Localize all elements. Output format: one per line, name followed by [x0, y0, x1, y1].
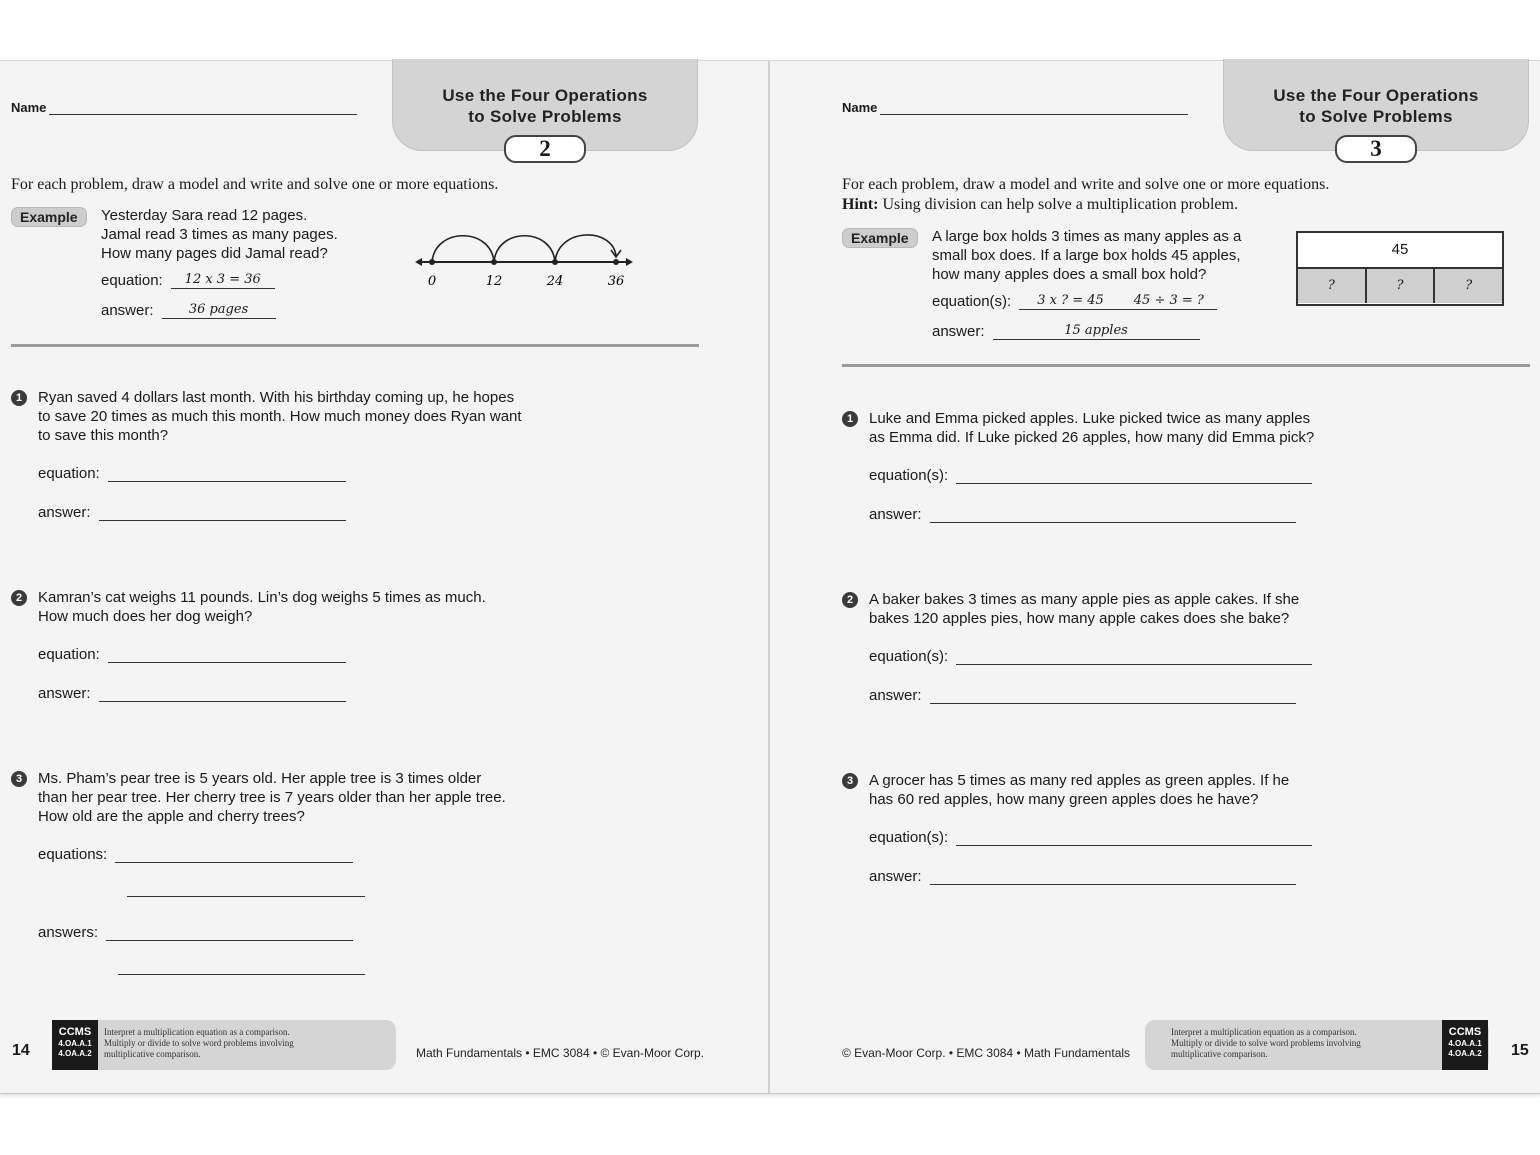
name-input-line[interactable]: [880, 101, 1188, 115]
problem-2: [11, 588, 571, 708]
equation-field: [869, 467, 1312, 484]
example-text: [101, 206, 338, 263]
problem-3: [11, 769, 571, 979]
answer-line[interactable]: [930, 873, 1296, 885]
equation-label: equation(s):: [869, 648, 949, 665]
name-label: Name: [842, 100, 878, 115]
number-line-right-arrow: [626, 258, 633, 266]
equations-field-extra: [127, 885, 365, 897]
example-text: [932, 227, 1241, 284]
lesson-number: 3: [1335, 135, 1417, 163]
answers-field: [38, 924, 353, 941]
problem-number-badge: 1: [842, 411, 858, 427]
equation-label: equation:: [38, 646, 100, 663]
problem-text-line: A baker bakes 3 times as many apple pies as apple cakes. If she: [869, 591, 1300, 608]
example-text-line: Yesterday Sara read 12 pages.: [101, 207, 308, 224]
lesson-number: 2: [504, 135, 586, 163]
problem-1: [11, 388, 571, 528]
problem-text: [869, 590, 1402, 628]
problem-text-line: than her pear tree. Her cherry tree is 7 years older than her apple tree.: [38, 789, 506, 806]
standards-desc-line: Interpret a multiplication equation as a comparison.: [104, 1027, 290, 1037]
problem-text-line: Ms. Pham’s pear tree is 5 years old. Her apple tree is 3 times older: [38, 770, 482, 787]
jump-arc: [555, 235, 616, 262]
problem-number-badge: 2: [842, 592, 858, 608]
ccms-title: CCMS: [58, 1026, 92, 1038]
example-text-line: How many pages did Jamal read?: [101, 245, 328, 262]
example-text-line: how many apples does a small box hold?: [932, 266, 1207, 283]
problem-number-badge: 2: [11, 590, 27, 606]
number-line-label: 24: [546, 274, 564, 289]
problem-text: [869, 409, 1402, 447]
example-answer: [101, 301, 276, 319]
problem-2: [842, 590, 1402, 710]
standards-desc-line: Interpret a multiplication equation as a comparison.: [1171, 1027, 1357, 1037]
section-divider: [842, 364, 1530, 367]
equation-answer-line[interactable]: [956, 834, 1312, 846]
section-divider: [11, 344, 699, 347]
answer-line[interactable]: [106, 929, 353, 941]
example-answer-value: 36 pages: [162, 301, 276, 319]
problem-number-badge: 3: [842, 773, 858, 789]
example-equation-value: 12 x 3 = 36: [171, 271, 275, 289]
example-equation-label: equation(s):: [932, 293, 1012, 310]
problem-text-line: bakes 120 apples pies, how many apple cakes does she bake?: [869, 610, 1290, 627]
example-equation-value: [1019, 292, 1217, 310]
instructions: For each problem, draw a model and write and solve one or more equations.: [842, 176, 1330, 193]
problem-text: [869, 771, 1402, 809]
answer-line[interactable]: [99, 509, 346, 521]
problem-text-line: Kamran’s cat weighs 11 pounds. Lin’s dog weighs 5 times as much.: [38, 589, 486, 606]
hint-label: Hint:: [842, 196, 879, 213]
problem-text-line: How much does her dog weigh?: [38, 608, 253, 625]
instructions: For each problem, draw a model and write and solve one or more equations.: [11, 176, 499, 193]
bar-model-cell: ?: [1298, 269, 1367, 303]
answer-field: [38, 504, 346, 521]
ccms-code: 4.OA.A.1: [58, 1039, 92, 1048]
equation-label: equations:: [38, 846, 108, 863]
equation-answer-line[interactable]: [956, 653, 1312, 665]
equation-field: [38, 646, 346, 663]
number-line-label: 36: [607, 274, 625, 289]
problem-text: [38, 769, 571, 826]
answer-line[interactable]: [99, 690, 346, 702]
example-badge: Example: [11, 207, 87, 227]
ccms-badge: [52, 1020, 98, 1070]
worksheet-spread: [0, 60, 1540, 1094]
answer-line[interactable]: [930, 511, 1296, 523]
bar-model-cell: ?: [1435, 269, 1502, 303]
answer-field: [38, 685, 346, 702]
hint-text: Using division can help solve a multiplication problem.: [882, 196, 1238, 213]
tab-title-line2: to Solve Problems: [468, 107, 622, 126]
equation-label: equation(s):: [869, 467, 949, 484]
tab-title-line1: Use the Four Operations: [1273, 86, 1479, 105]
name-row: [11, 100, 357, 115]
problem-text-line: How old are the apple and cherry trees?: [38, 808, 305, 825]
bar-model-cell: ?: [1367, 269, 1436, 303]
ccms-title: CCMS: [1448, 1026, 1482, 1038]
page-number: 14: [12, 1042, 30, 1059]
tab-title-line1: Use the Four Operations: [442, 86, 648, 105]
left-page: [0, 61, 770, 1093]
problem-text-line: has 60 red apples, how many green apples does he have?: [869, 791, 1259, 808]
equation-label: equation(s):: [869, 829, 949, 846]
ccms-badge: [1442, 1020, 1488, 1070]
publisher-credit: Math Fundamentals • EMC 3084 • © Evan-Moor Corp.: [416, 1046, 705, 1060]
example-equation-part: 45 ÷ 3 = ?: [1133, 293, 1204, 308]
example-text-line: Jamal read 3 times as many pages.: [101, 226, 338, 243]
answer-label: answer:: [869, 868, 922, 885]
problem-text-line: as Emma did. If Luke picked 26 apples, how many did Emma pick?: [869, 429, 1315, 446]
answer-label: answer:: [38, 504, 91, 521]
bar-model-total: 45: [1298, 233, 1502, 269]
answer-line[interactable]: [118, 963, 365, 975]
equation-answer-line[interactable]: [108, 470, 346, 482]
name-label: Name: [11, 100, 47, 115]
equation-answer-line[interactable]: [115, 851, 353, 863]
answer-field: [869, 868, 1296, 885]
standards-desc-line: Multiply or divide to solve word problems involving: [104, 1038, 294, 1048]
equation-field: [869, 829, 1312, 846]
problem-number-badge: 1: [11, 390, 27, 406]
number-line-label: 0: [427, 274, 437, 289]
number-line-tick: [613, 259, 619, 265]
instructions-block: [842, 175, 1329, 215]
tab-title-line2: to Solve Problems: [1299, 107, 1453, 126]
problem-text: [38, 388, 571, 445]
ccms-code: 4.OA.A.2: [58, 1049, 92, 1058]
example-equation-label: equation:: [101, 272, 163, 289]
problem-1: [842, 409, 1402, 529]
problem-number-badge: 3: [11, 771, 27, 787]
jump-arc: [432, 236, 494, 262]
ccms-code: 4.OA.A.1: [1448, 1039, 1482, 1048]
ccms-code: 4.OA.A.2: [1448, 1049, 1482, 1058]
example-badge: Example: [842, 228, 918, 248]
number-line-diagram: [410, 229, 640, 291]
example-answer-label: answer:: [932, 323, 985, 340]
lesson-tab: [1223, 59, 1529, 161]
standards-description: [1171, 1027, 1411, 1060]
standards-desc-line: multiplicative comparison.: [104, 1049, 201, 1059]
bar-model-parts: [1298, 269, 1502, 303]
number-line-left-arrow: [415, 258, 422, 266]
problem-text-line: A grocer has 5 times as many red apples as green apples. If he: [869, 772, 1290, 789]
standards-desc-line: multiplicative comparison.: [1171, 1049, 1268, 1059]
equation-answer-line[interactable]: [956, 472, 1312, 484]
answer-line[interactable]: [930, 692, 1296, 704]
problem-text-line: to save this month?: [38, 427, 169, 444]
example-answer: [932, 322, 1200, 340]
example-equation: [101, 271, 275, 289]
answer-field: [869, 506, 1296, 523]
problem-text: [38, 588, 571, 626]
name-row: [842, 100, 1188, 115]
jump-arc: [494, 236, 555, 262]
right-page: [771, 61, 1540, 1093]
example-text-line: A large box holds 3 times as many apples as a: [932, 228, 1242, 245]
equation-label: equation:: [38, 465, 100, 482]
example-answer-label: answer:: [101, 302, 154, 319]
example-answer-value: 15 apples: [993, 322, 1200, 340]
standards-description: [104, 1027, 344, 1060]
equation-answer-line[interactable]: [127, 885, 365, 897]
hint: [842, 195, 1329, 215]
example-equation: [932, 292, 1217, 310]
page-number: 15: [1511, 1042, 1529, 1059]
answer-label: answer:: [869, 687, 922, 704]
answer-field: [869, 687, 1296, 704]
publisher-credit: © Evan-Moor Corp. • EMC 3084 • Math Fundamentals: [842, 1046, 1131, 1060]
answer-label: answers:: [38, 924, 99, 941]
example-equation-part: 3 x ? = 45: [1037, 293, 1104, 308]
name-input-line[interactable]: [49, 101, 357, 115]
standards-desc-line: Multiply or divide to solve word problems involving: [1171, 1038, 1361, 1048]
equation-field: [869, 648, 1312, 665]
answers-field-extra: [118, 963, 365, 975]
problem-text-line: to save 20 times as much this month. How much money does Ryan want: [38, 408, 522, 425]
answer-label: answer:: [38, 685, 91, 702]
problem-text-line: Luke and Emma picked apples. Luke picked twice as many apples: [869, 410, 1311, 427]
equations-field: [38, 846, 353, 863]
bar-model-diagram: [1296, 231, 1504, 306]
problem-text-line: Ryan saved 4 dollars last month. With his birthday coming up, he hopes: [38, 389, 515, 406]
number-line-label: 12: [485, 274, 503, 289]
example-text-line: small box does. If a large box holds 45 apples,: [932, 247, 1241, 264]
answer-label: answer:: [869, 506, 922, 523]
equation-answer-line[interactable]: [108, 651, 346, 663]
problem-3: [842, 771, 1402, 891]
equation-field: [38, 465, 346, 482]
lesson-tab: [392, 59, 698, 161]
